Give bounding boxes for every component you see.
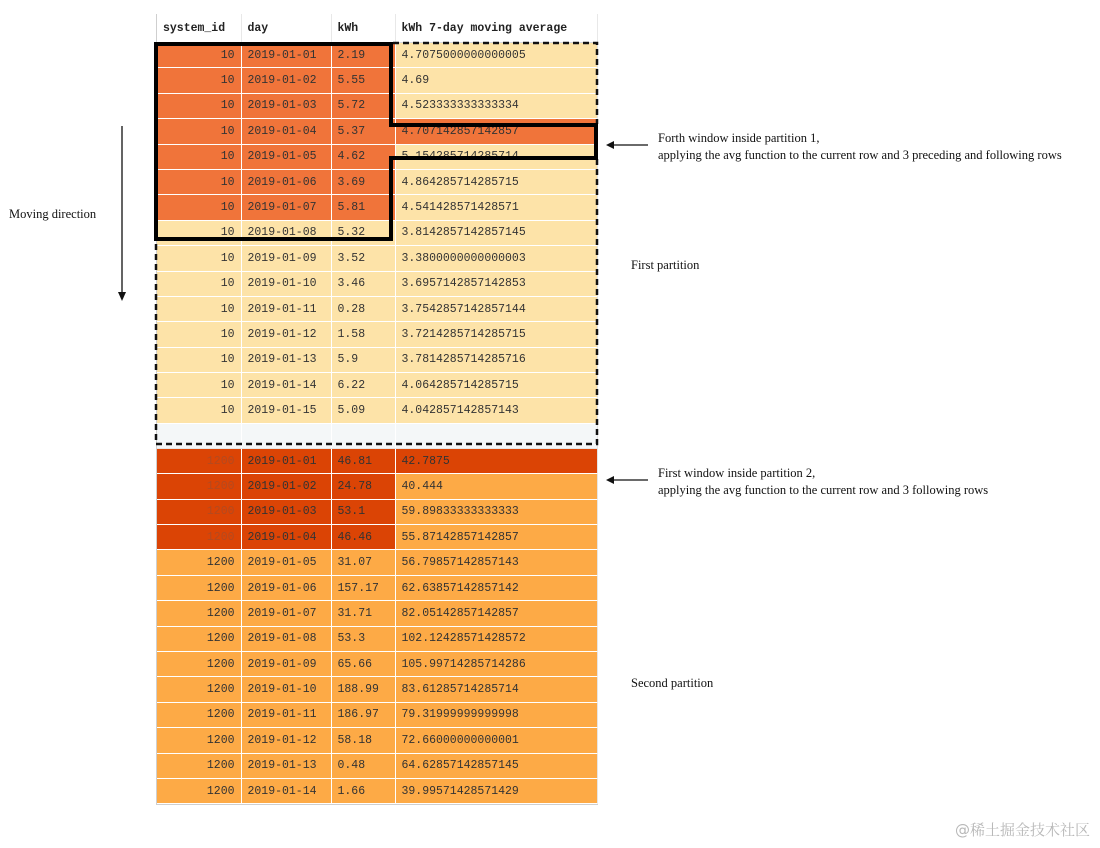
p2-window-annotation-line2: applying the avg function to the current row and 3 following rows	[658, 483, 989, 497]
separator-cell	[395, 423, 597, 448]
system-id-cell: 1200	[157, 677, 241, 702]
p1-window-annotation-line2: applying the avg function to the current row and 3 preceding and following rows	[658, 148, 1062, 162]
kwh-cell: 157.17	[331, 575, 395, 600]
kwh-cell: 46.46	[331, 525, 395, 550]
moving-direction-arrow-head	[118, 292, 126, 301]
moving-average-cell: 55.87142857142857	[395, 525, 597, 550]
day-cell: 2019-01-12	[241, 322, 331, 347]
table-row[interactable]	[157, 778, 597, 803]
p1-window-annotation-line1: Forth window inside partition 1,	[658, 131, 820, 145]
day-cell: 2019-01-04	[241, 119, 331, 144]
second-partition-label: Second partition	[631, 676, 714, 690]
system-id-cell: 10	[157, 322, 241, 347]
kwh-cell: 31.71	[331, 601, 395, 626]
system-id-cell: 10	[157, 144, 241, 169]
table-row[interactable]	[157, 296, 597, 321]
kwh-cell: 3.69	[331, 169, 395, 194]
day-cell: 2019-01-01	[241, 448, 331, 473]
kwh-cell: 53.3	[331, 626, 395, 651]
system-id-cell: 1200	[157, 702, 241, 727]
table-row[interactable]	[157, 246, 597, 271]
day-cell: 2019-01-03	[241, 93, 331, 118]
table-row[interactable]	[157, 119, 597, 144]
moving-average-cell: 102.12428571428572	[395, 626, 597, 651]
day-cell: 2019-01-05	[241, 144, 331, 169]
kwh-cell: 3.46	[331, 271, 395, 296]
system-id-cell: 10	[157, 93, 241, 118]
moving-average-cell: 64.62857142857145	[395, 753, 597, 778]
table-row[interactable]	[157, 474, 597, 499]
p2-window-annotation-line1: First window inside partition 2,	[658, 466, 816, 480]
day-cell: 2019-01-03	[241, 499, 331, 524]
day-cell: 2019-01-01	[241, 43, 331, 68]
day-cell: 2019-01-14	[241, 373, 331, 398]
kwh-cell: 53.1	[331, 499, 395, 524]
system-id-cell: 1200	[157, 778, 241, 803]
header-kwh[interactable]: kWh	[331, 14, 395, 43]
kwh-cell: 4.62	[331, 144, 395, 169]
kwh-cell: 5.9	[331, 347, 395, 372]
system-id-cell: 10	[157, 271, 241, 296]
moving-average-cell: 3.3800000000000003	[395, 246, 597, 271]
moving-average-cell: 3.8142857142857145	[395, 220, 597, 245]
kwh-cell: 5.72	[331, 93, 395, 118]
separator-cell	[331, 423, 395, 448]
kwh-cell: 31.07	[331, 550, 395, 575]
moving-average-cell: 4.042857142857143	[395, 398, 597, 423]
p2-window-annotation	[658, 465, 988, 499]
moving-direction-label: Moving direction	[9, 207, 97, 221]
moving-average-cell: 3.6957142857142853	[395, 271, 597, 296]
header-day[interactable]: day	[241, 14, 331, 43]
moving-average-cell: 40.444	[395, 474, 597, 499]
day-cell: 2019-01-08	[241, 626, 331, 651]
system-id-cell: 10	[157, 68, 241, 93]
table-row[interactable]	[157, 68, 597, 93]
kwh-cell: 46.81	[331, 448, 395, 473]
system-id-cell: 1200	[157, 753, 241, 778]
moving-average-table	[157, 14, 598, 804]
system-id-cell: 10	[157, 119, 241, 144]
system-id-cell: 1200	[157, 525, 241, 550]
table-header-row	[157, 14, 597, 43]
kwh-cell: 2.19	[331, 43, 395, 68]
day-cell: 2019-01-07	[241, 195, 331, 220]
moving-average-cell: 4.541428571428571	[395, 195, 597, 220]
table-row[interactable]	[157, 220, 597, 245]
table-row[interactable]	[157, 626, 597, 651]
day-cell: 2019-01-09	[241, 246, 331, 271]
moving-average-cell: 79.31999999999998	[395, 702, 597, 727]
table-row[interactable]	[157, 373, 597, 398]
moving-average-cell: 4.69	[395, 68, 597, 93]
table-row[interactable]	[157, 525, 597, 550]
first-partition-label: First partition	[631, 258, 700, 272]
kwh-cell: 58.18	[331, 728, 395, 753]
day-cell: 2019-01-04	[241, 525, 331, 550]
system-id-cell: 1200	[157, 728, 241, 753]
separator-cell	[157, 423, 241, 448]
moving-average-cell: 4.064285714285715	[395, 373, 597, 398]
system-id-cell: 10	[157, 195, 241, 220]
system-id-cell: 10	[157, 246, 241, 271]
table-row[interactable]	[157, 651, 597, 676]
day-cell: 2019-01-05	[241, 550, 331, 575]
table-row[interactable]	[157, 398, 597, 423]
table-row[interactable]	[157, 702, 597, 727]
system-id-cell: 10	[157, 398, 241, 423]
system-id-cell: 1200	[157, 601, 241, 626]
kwh-cell: 188.99	[331, 677, 395, 702]
system-id-cell: 1200	[157, 499, 241, 524]
system-id-cell: 10	[157, 220, 241, 245]
moving-average-cell: 72.66000000000001	[395, 728, 597, 753]
table-row[interactable]	[157, 93, 597, 118]
moving-average-cell: 83.61285714285714	[395, 677, 597, 702]
separator-cell	[241, 423, 331, 448]
table-row[interactable]	[157, 448, 597, 473]
moving-average-cell: 39.99571428571429	[395, 778, 597, 803]
table-row[interactable]	[157, 195, 597, 220]
header-moving-average[interactable]: kWh 7-day moving average	[395, 14, 597, 43]
moving-average-cell: 59.89833333333333	[395, 499, 597, 524]
day-cell: 2019-01-12	[241, 728, 331, 753]
moving-average-cell: 5.154285714285714	[395, 144, 597, 169]
table-row[interactable]	[157, 144, 597, 169]
day-cell: 2019-01-07	[241, 601, 331, 626]
kwh-cell: 3.52	[331, 246, 395, 271]
day-cell: 2019-01-11	[241, 702, 331, 727]
kwh-cell: 5.37	[331, 119, 395, 144]
table-row[interactable]	[157, 43, 597, 68]
kwh-cell: 65.66	[331, 651, 395, 676]
system-id-cell: 10	[157, 169, 241, 194]
watermark: @稀土掘金技术社区	[954, 821, 1090, 839]
day-cell: 2019-01-06	[241, 575, 331, 600]
system-id-cell: 1200	[157, 474, 241, 499]
system-id-cell: 10	[157, 43, 241, 68]
kwh-cell: 186.97	[331, 702, 395, 727]
table-row[interactable]	[157, 728, 597, 753]
table-row[interactable]	[157, 677, 597, 702]
moving-average-cell: 56.79857142857143	[395, 550, 597, 575]
system-id-cell: 10	[157, 373, 241, 398]
table-body	[157, 43, 597, 804]
moving-average-cell: 4.7075000000000005	[395, 43, 597, 68]
kwh-cell: 1.66	[331, 778, 395, 803]
partition-separator-row	[157, 423, 597, 448]
day-cell: 2019-01-15	[241, 398, 331, 423]
system-id-cell: 1200	[157, 651, 241, 676]
day-cell: 2019-01-13	[241, 347, 331, 372]
day-cell: 2019-01-09	[241, 651, 331, 676]
moving-average-cell: 3.7214285714285715	[395, 322, 597, 347]
moving-average-cell: 62.63857142857142	[395, 575, 597, 600]
kwh-cell: 5.32	[331, 220, 395, 245]
kwh-cell: 0.28	[331, 296, 395, 321]
day-cell: 2019-01-08	[241, 220, 331, 245]
table-row[interactable]	[157, 601, 597, 626]
table-row[interactable]	[157, 271, 597, 296]
table-row[interactable]	[157, 550, 597, 575]
moving-average-cell: 42.7875	[395, 448, 597, 473]
kwh-cell: 24.78	[331, 474, 395, 499]
data-table-container	[156, 14, 598, 805]
day-cell: 2019-01-02	[241, 474, 331, 499]
p1-window-arrow-head	[606, 141, 614, 149]
kwh-cell: 5.09	[331, 398, 395, 423]
table-row[interactable]	[157, 169, 597, 194]
kwh-cell: 0.48	[331, 753, 395, 778]
day-cell: 2019-01-14	[241, 778, 331, 803]
kwh-cell: 1.58	[331, 322, 395, 347]
table-row[interactable]	[157, 347, 597, 372]
moving-average-cell: 4.864285714285715	[395, 169, 597, 194]
system-id-cell: 1200	[157, 626, 241, 651]
system-id-cell: 10	[157, 347, 241, 372]
kwh-cell: 6.22	[331, 373, 395, 398]
header-system-id[interactable]: system_id	[157, 14, 241, 43]
moving-average-cell: 105.99714285714286	[395, 651, 597, 676]
kwh-cell: 5.81	[331, 195, 395, 220]
moving-average-cell: 82.05142857142857	[395, 601, 597, 626]
moving-average-cell: 3.7542857142857144	[395, 296, 597, 321]
table-row[interactable]	[157, 322, 597, 347]
table-row[interactable]	[157, 753, 597, 778]
day-cell: 2019-01-11	[241, 296, 331, 321]
day-cell: 2019-01-13	[241, 753, 331, 778]
kwh-cell: 5.55	[331, 68, 395, 93]
table-row[interactable]	[157, 499, 597, 524]
system-id-cell: 1200	[157, 550, 241, 575]
day-cell: 2019-01-02	[241, 68, 331, 93]
day-cell: 2019-01-06	[241, 169, 331, 194]
system-id-cell: 10	[157, 296, 241, 321]
system-id-cell: 1200	[157, 575, 241, 600]
p2-window-arrow-head	[606, 476, 614, 484]
moving-average-cell: 4.707142857142857	[395, 119, 597, 144]
p1-window-annotation	[658, 130, 1062, 164]
moving-average-cell: 3.7814285714285716	[395, 347, 597, 372]
day-cell: 2019-01-10	[241, 677, 331, 702]
day-cell: 2019-01-10	[241, 271, 331, 296]
system-id-cell: 1200	[157, 448, 241, 473]
moving-average-cell: 4.523333333333334	[395, 93, 597, 118]
table-row[interactable]	[157, 575, 597, 600]
